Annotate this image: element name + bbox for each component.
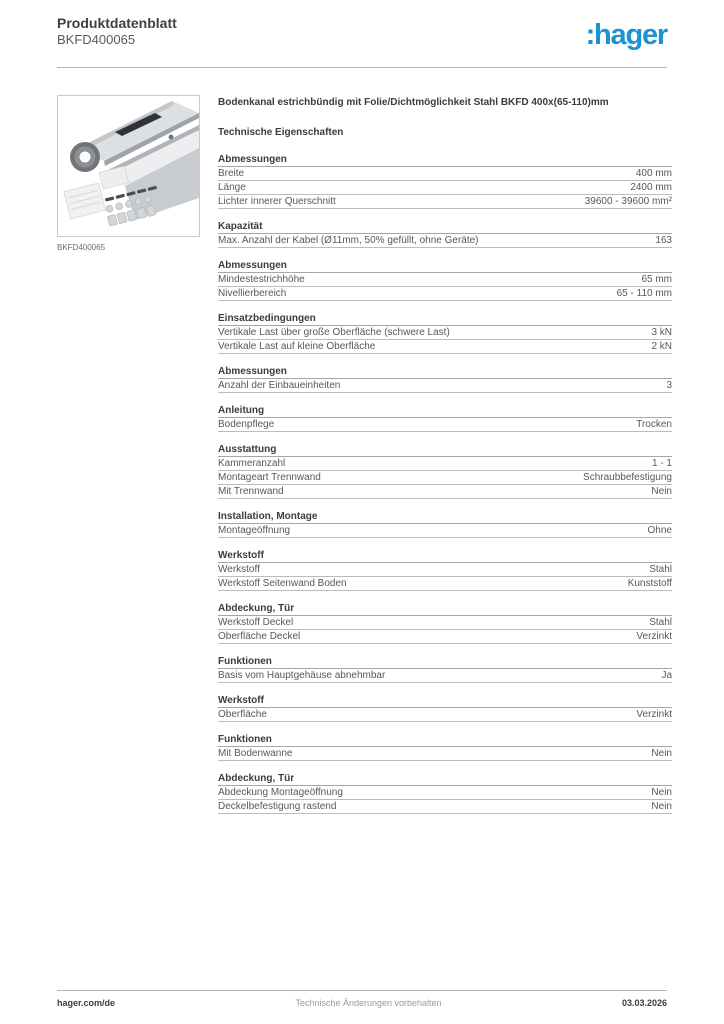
spec-row-label: Lichter innerer Querschnitt xyxy=(218,196,336,207)
spec-row xyxy=(218,485,672,499)
spec-row-label: Breite xyxy=(218,168,245,179)
spec-row-label: Werkstoff Deckel xyxy=(218,617,294,628)
spec-row-value: Stahl xyxy=(649,564,672,575)
spec-row xyxy=(218,630,672,644)
spec-column xyxy=(218,95,672,825)
spec-rows xyxy=(218,457,672,499)
spec-rows xyxy=(218,379,672,393)
spec-section-heading: Werkstoff xyxy=(218,694,672,708)
spec-row xyxy=(218,167,672,181)
spec-row-label: Nivellierbereich xyxy=(218,288,287,299)
spec-rows xyxy=(218,786,672,814)
footer-date: 03.03.2026 xyxy=(621,998,667,1008)
spec-rows xyxy=(218,747,672,761)
spec-row xyxy=(218,379,672,393)
spec-rows xyxy=(218,524,672,538)
spec-row-label: Kammeranzahl xyxy=(218,458,286,469)
spec-row-label: Mit Trennwand xyxy=(218,486,284,497)
spec-section-heading: Anleitung xyxy=(218,404,672,418)
spec-row xyxy=(218,747,672,761)
spec-row xyxy=(218,340,672,354)
spec-row-label: Mit Bodenwanne xyxy=(218,748,293,759)
spec-rows xyxy=(218,708,672,722)
spec-row-value: 39600 - 39600 mm² xyxy=(584,196,672,207)
spec-row-value: Ja xyxy=(661,670,672,681)
spec-section-heading: Ausstattung xyxy=(218,443,672,457)
spec-row xyxy=(218,273,672,287)
spec-row xyxy=(218,669,672,683)
spec-row xyxy=(218,577,672,591)
spec-row-value: 400 mm xyxy=(635,168,672,179)
spec-row-label: Montageart Trennwand xyxy=(218,472,321,483)
spec-row-label: Bodenpflege xyxy=(218,419,275,430)
spec-section xyxy=(218,404,672,432)
spec-row-value: Nein xyxy=(651,787,672,798)
main-content xyxy=(57,95,672,825)
spec-rows xyxy=(218,167,672,209)
spec-row xyxy=(218,195,672,209)
spec-row xyxy=(218,457,672,471)
spec-row-value: 2400 mm xyxy=(630,182,672,193)
spec-rows xyxy=(218,326,672,354)
spec-section-heading: Abdeckung, Tür xyxy=(218,602,672,616)
spec-section-heading: Funktionen xyxy=(218,733,672,747)
spec-row xyxy=(218,326,672,340)
spec-rows xyxy=(218,273,672,301)
spec-section xyxy=(218,733,672,761)
spec-row xyxy=(218,471,672,485)
spec-row-value: Ohne xyxy=(647,525,672,536)
product-image xyxy=(57,95,200,237)
spec-row-label: Vertikale Last auf kleine Oberfläche xyxy=(218,341,376,352)
spec-section-heading: Abmessungen xyxy=(218,153,672,167)
spec-section-heading: Werkstoff xyxy=(218,549,672,563)
spec-row-label: Abdeckung Montageöffnung xyxy=(218,787,343,798)
spec-section xyxy=(218,549,672,591)
footer-website: hager.com/de xyxy=(57,998,116,1008)
spec-row xyxy=(218,234,672,248)
spec-section-heading: Abdeckung, Tür xyxy=(218,772,672,786)
spec-section xyxy=(218,220,672,248)
spec-rows xyxy=(218,418,672,432)
spec-row xyxy=(218,800,672,814)
spec-rows xyxy=(218,563,672,591)
spec-section-heading: Abmessungen xyxy=(218,259,672,273)
product-title: Bodenkanal estrichbündig mit Folie/Dichtmöglichkeit Stahl BKFD 400x(65-110)mm xyxy=(218,97,609,108)
spec-row xyxy=(218,181,672,195)
spec-row-value: Verzinkt xyxy=(636,631,672,642)
footer-disclaimer: Technische Änderungen vorbehalten xyxy=(295,998,442,1008)
spec-row-label: Deckelbefestigung rastend xyxy=(218,801,337,812)
spec-row xyxy=(218,708,672,722)
spec-row-value: Nein xyxy=(651,801,672,812)
spec-section-heading: Installation, Montage xyxy=(218,510,672,524)
spec-row-value: 3 xyxy=(666,380,672,391)
spec-rows xyxy=(218,234,672,248)
spec-row-value: Schraubbefestigung xyxy=(583,472,672,483)
spec-section xyxy=(218,602,672,644)
spec-row-value: Nein xyxy=(651,486,672,497)
spec-section-heading: Kapazität xyxy=(218,220,672,234)
spec-row-value: 163 xyxy=(655,235,672,246)
tech-properties-title: Technische Eigenschaften xyxy=(218,127,344,138)
page-footer xyxy=(57,990,667,1008)
spec-section xyxy=(218,153,672,209)
spec-section xyxy=(218,772,672,814)
spec-row-value: Trocken xyxy=(636,419,672,430)
spec-row xyxy=(218,524,672,538)
spec-row-value: Kunststoff xyxy=(627,578,672,589)
floor-duct-illustration xyxy=(58,96,199,236)
spec-row-value: Nein xyxy=(651,748,672,759)
spec-section xyxy=(218,312,672,354)
page-header xyxy=(57,0,667,68)
spec-section-heading: Einsatzbedingungen xyxy=(218,312,672,326)
spec-row xyxy=(218,563,672,577)
spec-row-label: Mindestestrichhöhe xyxy=(218,274,305,285)
spec-rows xyxy=(218,669,672,683)
doc-type-title: Produktdatenblatt xyxy=(57,15,177,31)
spec-section xyxy=(218,443,672,499)
spec-row-label: Werkstoff Seitenwand Boden xyxy=(218,578,347,589)
spec-section xyxy=(218,510,672,538)
spec-row-value: 65 - 110 mm xyxy=(616,288,672,299)
spec-row-value: 3 kN xyxy=(651,327,672,338)
spec-row-label: Anzahl der Einbaueinheiten xyxy=(218,380,341,391)
spec-section xyxy=(218,259,672,301)
spec-row xyxy=(218,786,672,800)
spec-row-label: Oberfläche xyxy=(218,709,267,720)
spec-row-label: Montageöffnung xyxy=(218,525,291,536)
spec-section xyxy=(218,694,672,722)
spec-row xyxy=(218,418,672,432)
spec-section-heading: Funktionen xyxy=(218,655,672,669)
spec-row-label: Max. Anzahl der Kabel (Ø11mm, 50% gefüllt, ohne Geräte) xyxy=(218,235,479,246)
spec-section-heading: Abmessungen xyxy=(218,365,672,379)
product-reference: BKFD400065 xyxy=(57,32,136,47)
spec-row-label: Oberfläche Deckel xyxy=(218,631,301,642)
spec-row-label: Länge xyxy=(218,182,246,193)
spec-rows xyxy=(218,616,672,644)
spec-sections xyxy=(218,153,672,814)
spec-section xyxy=(218,365,672,393)
spec-row-label: Vertikale Last über große Oberfläche (schwere Last) xyxy=(218,327,450,338)
hager-logo: :hager xyxy=(585,19,667,51)
spec-row-value: Verzinkt xyxy=(636,709,672,720)
spec-row-value: 2 kN xyxy=(651,341,672,352)
product-image-column xyxy=(57,95,200,825)
spec-row-value: Stahl xyxy=(649,617,672,628)
spec-row-value: 65 mm xyxy=(641,274,672,285)
product-image-caption: BKFD400065 xyxy=(57,243,106,252)
spec-row xyxy=(218,287,672,301)
spec-row-value: 1 - 1 xyxy=(651,458,672,469)
header-titles xyxy=(57,15,177,48)
spec-section xyxy=(218,655,672,683)
spec-row xyxy=(218,616,672,630)
spec-row-label: Werkstoff xyxy=(218,564,260,575)
spec-row-label: Basis vom Hauptgehäuse abnehmbar xyxy=(218,670,386,681)
